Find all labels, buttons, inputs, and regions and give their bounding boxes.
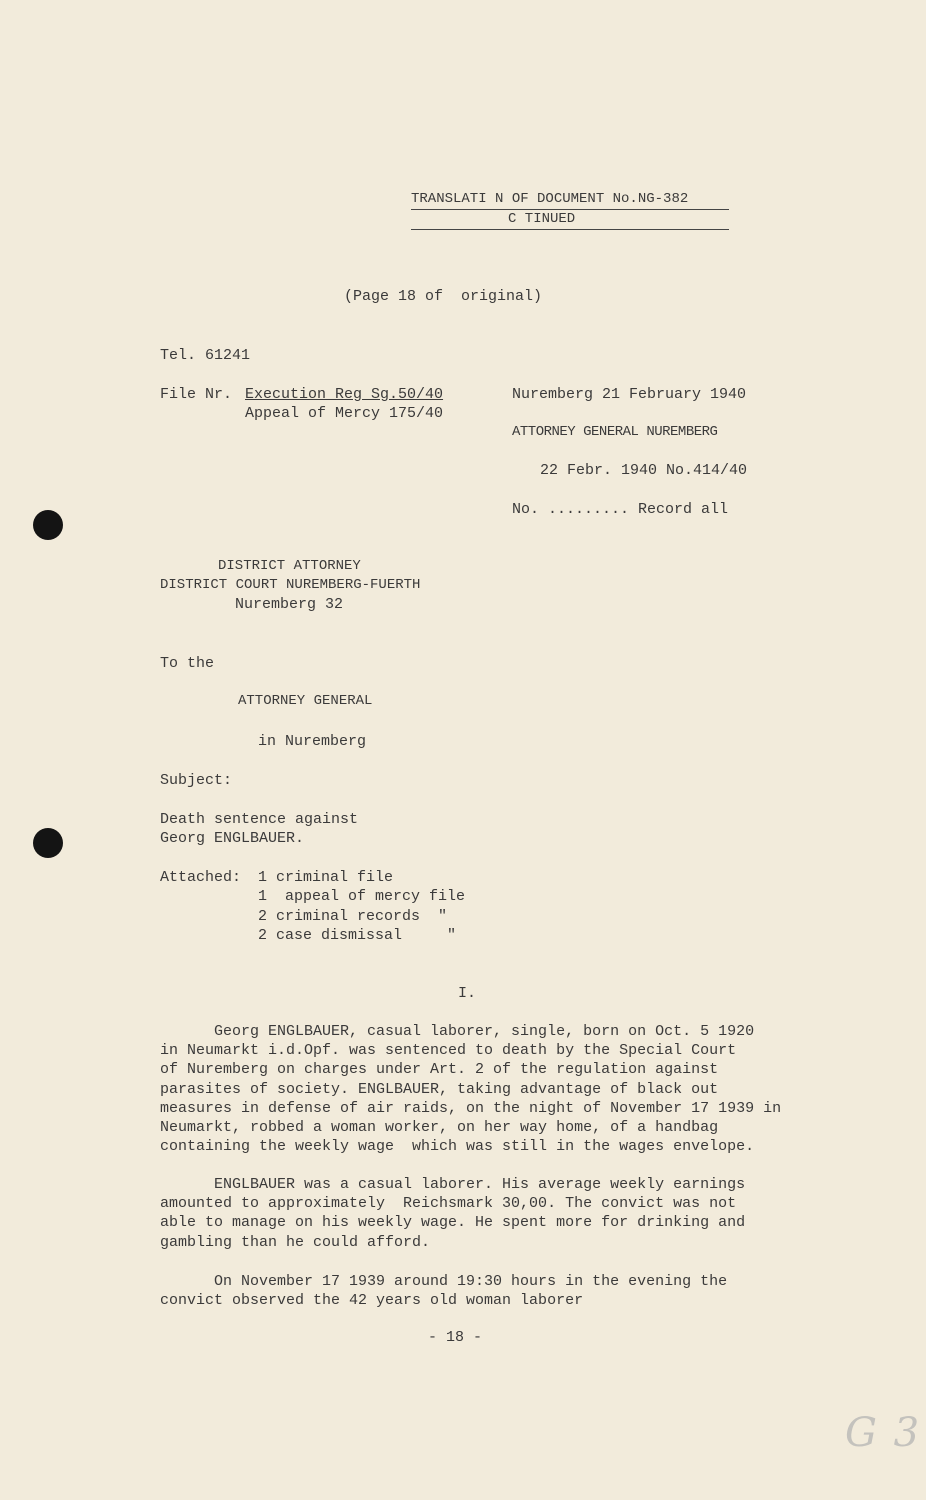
paragraph-line: convict observed the 42 years old woman laborer: [160, 1292, 584, 1310]
attached-label: Attached:: [160, 869, 242, 886]
receipt-stamp-office: ATTORNEY GENERAL NUREMBERG: [512, 424, 718, 440]
attachment-item: 2 criminal records ": [258, 908, 448, 925]
sender-court: DISTRICT COURT NUREMBERG-FUERTH: [160, 577, 421, 593]
body-paragraph-2: [160, 1175, 745, 1252]
file-label: File Nr.: [160, 386, 242, 403]
subject-label: Subject:: [160, 772, 233, 789]
sender-place: Nuremberg 32: [235, 596, 344, 613]
file-reference-appeal: Appeal of Mercy 175/40: [245, 405, 444, 422]
page-number: - 18 -: [428, 1329, 483, 1346]
pencil-annotation: G 3: [845, 1410, 922, 1456]
punch-hole-top: [33, 510, 63, 540]
subject-line-2: Georg ENGLBAUER.: [160, 830, 305, 847]
document-continued-label: C TINUED: [508, 211, 576, 227]
paragraph-line: measures in defense of air raids, on the night of November 17 1939 in: [160, 1099, 782, 1117]
telephone: Tel. 61241: [160, 347, 251, 364]
receipt-stamp-date: 22 Febr. 1940 No.414/40: [540, 462, 748, 479]
attachment-item: 1 appeal of mercy file: [258, 888, 466, 905]
subject-line-1: Death sentence against: [160, 811, 359, 828]
header-rule-bottom: [411, 229, 729, 230]
paragraph-line: gambling than he could afford.: [160, 1233, 431, 1251]
paragraph-line: Neumarkt, robbed a woman worker, on her way home, of a handbag: [160, 1119, 719, 1137]
punch-hole-bottom: [33, 828, 63, 858]
paragraph-line: in Neumarkt i.d.Opf. was sentenced to death by the Special Court: [160, 1042, 737, 1060]
sender-title: DISTRICT ATTORNEY: [218, 558, 361, 574]
file-reference-execution: Execution Reg Sg.50/40: [245, 386, 444, 403]
recipient-place: in Nuremberg: [258, 733, 367, 750]
paragraph-line: amounted to approximately Reichsmark 30,00. The convict was not: [160, 1195, 737, 1213]
paragraph-line: containing the weekly wage which was still in the wages envelope.: [160, 1138, 755, 1156]
paragraph-line: Georg ENGLBAUER, casual laborer, single, born on Oct. 5 1920: [160, 1023, 755, 1040]
paragraph-line: parasites of society. ENGLBAUER, taking advantage of black out: [160, 1080, 719, 1098]
paragraph-line: of Nuremberg on charges under Art. 2 of the regulation against: [160, 1061, 719, 1079]
recipient-title: ATTORNEY GENERAL: [238, 693, 373, 709]
section-number: I.: [458, 985, 477, 1002]
paragraph-line: On November 17 1939 around 19:30 hours in the evening the: [160, 1273, 728, 1290]
attachment-item: 1 criminal file: [258, 869, 394, 886]
document-title: TRANSLATI N OF DOCUMENT No.NG-382: [411, 191, 689, 207]
body-paragraph-3: [160, 1272, 727, 1310]
page-reference: (Page 18 of original): [344, 288, 543, 305]
body-paragraph-1: [160, 1022, 781, 1156]
receipt-stamp-record: No. ......... Record all: [512, 501, 729, 518]
paragraph-line: able to manage on his weekly wage. He spent more for drinking and: [160, 1214, 746, 1232]
attachment-item: 2 case dismissal ": [258, 927, 457, 944]
place-date: Nuremberg 21 February 1940: [512, 386, 747, 403]
paragraph-line: ENGLBAUER was a casual laborer. His average weekly earnings: [160, 1176, 746, 1193]
to-label: To the: [160, 655, 215, 672]
